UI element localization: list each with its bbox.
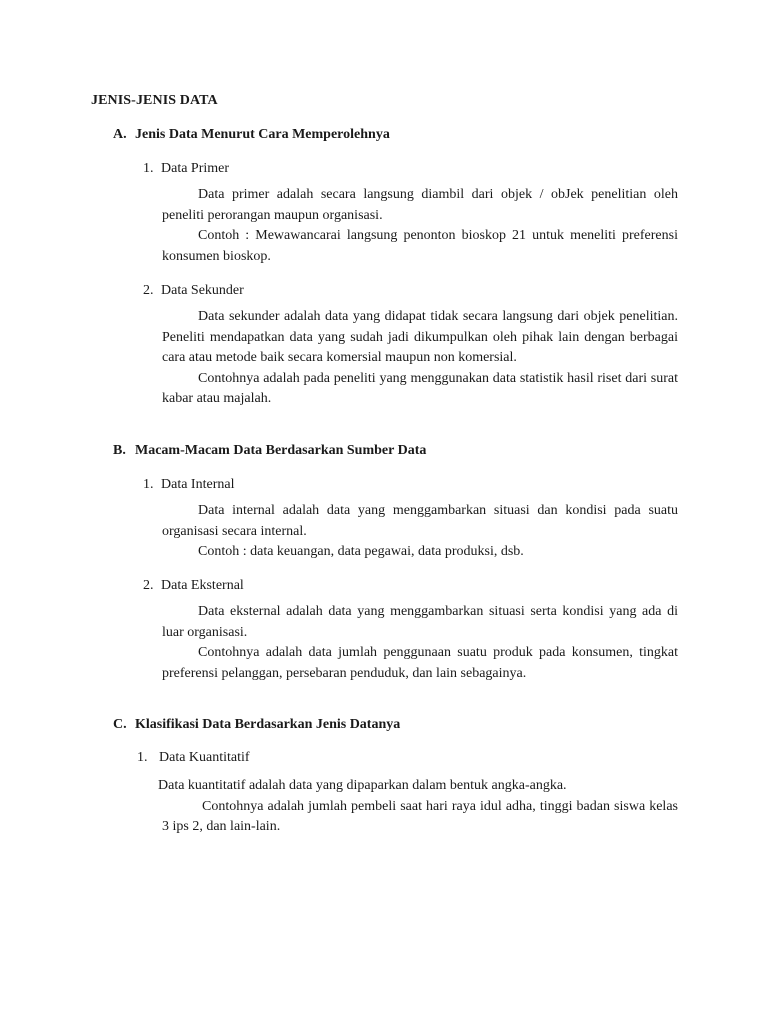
paragraph: Contohnya adalah data jumlah penggunaan suatu produk pada konsumen, tingkat preferensi pelanggan, persebaran penduduk, dan lain sebagainya. [162,645,678,681]
item-number: 2. [143,578,154,593]
item-number: 2. [143,283,154,298]
paragraph: Contohnya adalah pada peneliti yang menggunakan data statistik hasil riset dari surat kabar atau majalah. [162,370,678,406]
item-data-sekunder-body [162,307,678,410]
item-data-sekunder-heading [143,283,244,299]
paragraph: Data internal adalah data yang menggambarkan situasi dan kondisi pada suatu organisasi secara internal. [162,503,678,539]
section-title: Jenis Data Menurut Cara Memperolehnya [135,127,390,142]
section-title: Klasifikasi Data Berdasarkan Jenis Datanya [135,717,401,732]
item-data-internal-heading [143,477,234,493]
item-label: Data Kuantitatif [159,750,250,765]
section-title: Macam-Macam Data Berdasarkan Sumber Data [135,443,427,458]
item-label: Data Sekunder [161,283,244,298]
section-letter: C. [113,717,127,732]
paragraph: Contoh : Mewawancarai langsung penonton bioskop 21 untuk meneliti preferensi konsumen bioskop. [162,228,678,264]
paragraph: Data sekunder adalah data yang didapat tidak secara langsung dari objek penelitian. Peneliti mendapatkan data yang sudah jadi dikumpulkan oleh pihak lain dengan berbagai cara atau metode baik secara komersial maupun non komersial. [162,309,678,365]
item-label: Data Internal [161,477,235,492]
document-title: JENIS-JENIS DATA [91,93,218,108]
item-data-kuantitatif-body [158,776,678,838]
item-data-primer-heading [143,161,229,177]
section-letter: B. [113,443,126,458]
section-a-heading [113,127,390,143]
item-number: 1. [143,161,154,176]
item-data-eksternal-heading [143,578,244,594]
paragraph: Data eksternal adalah data yang menggambarkan situasi serta kondisi yang ada di luar organisasi. [162,604,678,640]
section-b-heading [113,443,426,459]
paragraph: Contohnya adalah jumlah pembeli saat hari raya idul adha, tinggi badan siswa kelas 3 ips 2, dan lain-lain. [162,798,678,834]
item-label: Data Primer [161,161,230,176]
item-number: 1. [137,750,148,765]
paragraph: Data kuantitatif adalah data yang dipaparkan dalam bentuk angka-angka. [158,778,567,793]
section-letter: A. [113,127,127,142]
item-number: 1. [143,477,154,492]
item-data-eksternal-body [162,602,678,684]
paragraph: Data primer adalah secara langsung diambil dari objek / obJek penelitian oleh peneliti perorangan maupun organisasi. [162,187,678,223]
section-c-heading [113,717,400,733]
item-data-internal-body [162,501,678,563]
paragraph: Contoh : data keuangan, data pegawai, data produksi, dsb. [198,544,524,559]
item-data-primer-body [162,185,678,267]
item-label: Data Eksternal [161,578,244,593]
item-data-kuantitatif-heading [137,750,250,766]
